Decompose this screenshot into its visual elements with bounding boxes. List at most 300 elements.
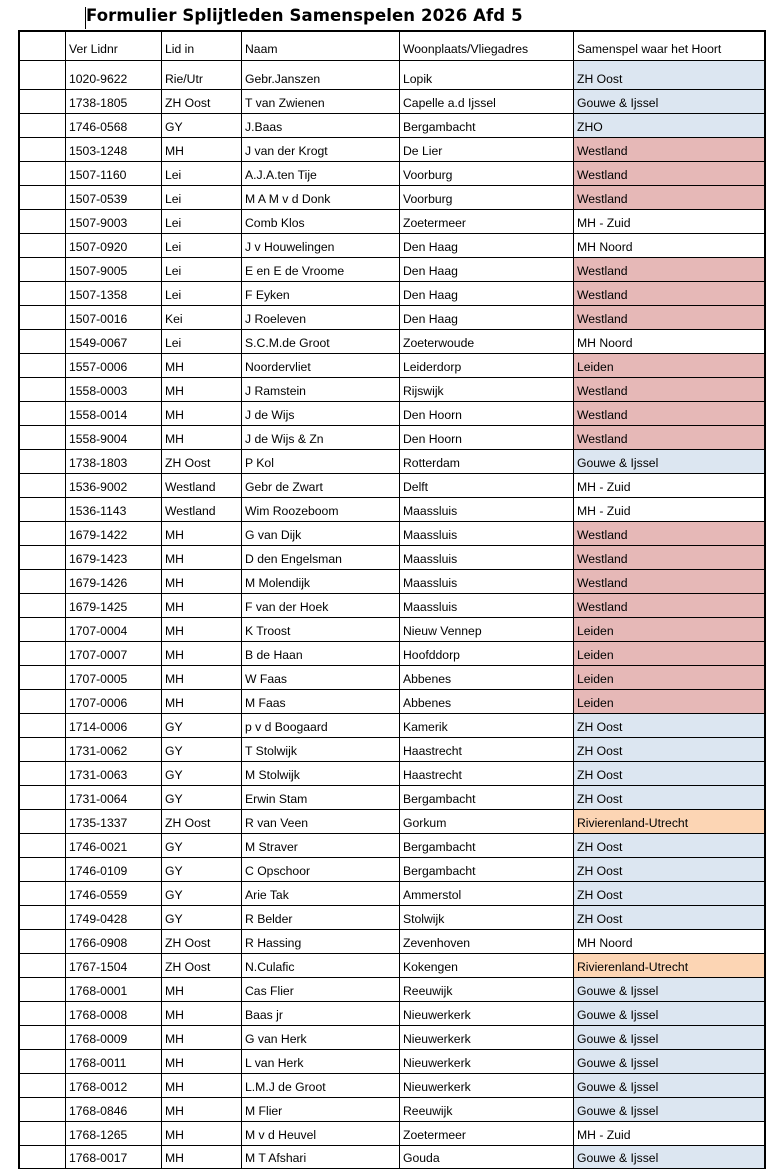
cell-lid-in[interactable]: Westland (162, 474, 242, 498)
cell-ver-lidnr[interactable]: 1714-0006 (66, 714, 162, 738)
cell-ver-lidnr[interactable]: 1766-0908 (66, 930, 162, 954)
cell-samenspel[interactable]: ZH Oost (574, 61, 766, 90)
cell-naam[interactable]: S.C.M.de Groot (242, 330, 400, 354)
cell-woonplaats[interactable]: Leiderdorp (400, 354, 574, 378)
cell-woonplaats[interactable]: Gouda (400, 1146, 574, 1169)
cell-woonplaats[interactable]: Maassluis (400, 570, 574, 594)
cell-blank[interactable] (19, 426, 66, 450)
cell-ver-lidnr[interactable]: 1507-0920 (66, 234, 162, 258)
cell-samenspel[interactable]: Gouwe & Ijssel (574, 90, 766, 114)
cell-blank[interactable] (19, 234, 66, 258)
header-woonplaats[interactable]: Woonplaats/Vliegadres (400, 31, 574, 61)
cell-blank[interactable] (19, 210, 66, 234)
cell-woonplaats[interactable]: Nieuwerkerk (400, 1050, 574, 1074)
cell-samenspel[interactable]: ZH Oost (574, 762, 766, 786)
table-row (19, 666, 765, 690)
cell-samenspel[interactable]: Gouwe & Ijssel (574, 978, 766, 1002)
cell-lid-in[interactable]: MH (162, 642, 242, 666)
table-row (19, 1122, 765, 1146)
table-row (19, 306, 765, 330)
cell-woonplaats[interactable]: Reeuwijk (400, 1098, 574, 1122)
cell-ver-lidnr[interactable]: 1020-9622 (66, 61, 162, 90)
cell-samenspel[interactable]: Westland (574, 186, 766, 210)
cell-naam[interactable]: Comb Klos (242, 210, 400, 234)
cell-blank[interactable] (19, 402, 66, 426)
cell-naam[interactable]: R Hassing (242, 930, 400, 954)
table-row (19, 786, 765, 810)
cell-lid-in[interactable]: Kei (162, 306, 242, 330)
cell-ver-lidnr[interactable]: 1558-0014 (66, 402, 162, 426)
cell-lid-in[interactable]: MH (162, 1026, 242, 1050)
table-row (19, 450, 765, 474)
cell-ver-lidnr[interactable]: 1746-0021 (66, 834, 162, 858)
cell-blank[interactable] (19, 378, 66, 402)
cell-woonplaats[interactable]: Maassluis (400, 546, 574, 570)
cell-naam[interactable]: A.J.A.ten Tije (242, 162, 400, 186)
cell-ver-lidnr[interactable]: 1507-0016 (66, 306, 162, 330)
cell-blank[interactable] (19, 1002, 66, 1026)
cell-woonplaats[interactable]: Kamerik (400, 714, 574, 738)
cell-woonplaats[interactable]: Zoetermeer (400, 1122, 574, 1146)
cell-naam[interactable]: Gebr de Zwart (242, 474, 400, 498)
cell-lid-in[interactable]: MH (162, 354, 242, 378)
cell-ver-lidnr[interactable]: 1679-1423 (66, 546, 162, 570)
cell-lid-in[interactable]: ZH Oost (162, 810, 242, 834)
cell-blank[interactable] (19, 1098, 66, 1122)
cell-naam[interactable]: N.Culafic (242, 954, 400, 978)
cell-samenspel[interactable]: Gouwe & Ijssel (574, 1146, 766, 1169)
table-row (19, 522, 765, 546)
cell-naam[interactable]: F van der Hoek (242, 594, 400, 618)
cell-woonplaats[interactable]: Zoeterwoude (400, 330, 574, 354)
cell-lid-in[interactable]: Lei (162, 234, 242, 258)
cell-lid-in[interactable]: MH (162, 546, 242, 570)
cell-woonplaats[interactable]: Voorburg (400, 186, 574, 210)
cell-naam[interactable]: M Flier (242, 1098, 400, 1122)
cell-ver-lidnr[interactable]: 1735-1337 (66, 810, 162, 834)
cell-lid-in[interactable]: Lei (162, 330, 242, 354)
cell-woonplaats[interactable]: Delft (400, 474, 574, 498)
cell-woonplaats[interactable]: Den Haag (400, 282, 574, 306)
cell-lid-in[interactable]: GY (162, 114, 242, 138)
cell-blank[interactable] (19, 594, 66, 618)
cell-samenspel[interactable]: ZH Oost (574, 834, 766, 858)
cell-samenspel[interactable]: Leiden (574, 666, 766, 690)
cell-lid-in[interactable]: MH (162, 402, 242, 426)
cell-naam[interactable]: M A M v d Donk (242, 186, 400, 210)
cell-lid-in[interactable]: MH (162, 426, 242, 450)
cell-naam[interactable]: R van Veen (242, 810, 400, 834)
cell-lid-in[interactable]: MH (162, 978, 242, 1002)
cell-samenspel[interactable]: Westland (574, 426, 766, 450)
cell-ver-lidnr[interactable]: 1679-1422 (66, 522, 162, 546)
cell-naam[interactable]: M Stolwijk (242, 762, 400, 786)
cell-ver-lidnr[interactable]: 1768-0001 (66, 978, 162, 1002)
cell-naam[interactable]: M Faas (242, 690, 400, 714)
table-row (19, 618, 765, 642)
cell-samenspel[interactable]: Westland (574, 138, 766, 162)
cell-lid-in[interactable]: ZH Oost (162, 954, 242, 978)
cell-blank[interactable] (19, 61, 66, 90)
cell-lid-in[interactable]: GY (162, 906, 242, 930)
cell-blank[interactable] (19, 858, 66, 882)
cell-naam[interactable]: Erwin Stam (242, 786, 400, 810)
cell-naam[interactable]: L van Herk (242, 1050, 400, 1074)
cell-woonplaats[interactable]: Kokengen (400, 954, 574, 978)
cell-woonplaats[interactable]: Rotterdam (400, 450, 574, 474)
cell-naam[interactable]: M Straver (242, 834, 400, 858)
cell-blank[interactable] (19, 618, 66, 642)
cell-naam[interactable]: D den Engelsman (242, 546, 400, 570)
cell-woonplaats[interactable]: Den Haag (400, 306, 574, 330)
cell-woonplaats[interactable]: Zoetermeer (400, 210, 574, 234)
cell-samenspel[interactable]: Leiden (574, 690, 766, 714)
cell-woonplaats[interactable]: Nieuwerkerk (400, 1074, 574, 1098)
cell-woonplaats[interactable]: Abbenes (400, 690, 574, 714)
cell-woonplaats[interactable]: Capelle a.d Ijssel (400, 90, 574, 114)
cell-ver-lidnr[interactable]: 1738-1803 (66, 450, 162, 474)
cell-naam[interactable]: J v Houwelingen (242, 234, 400, 258)
cell-ver-lidnr[interactable]: 1507-9005 (66, 258, 162, 282)
cell-woonplaats[interactable]: Maassluis (400, 594, 574, 618)
cell-samenspel[interactable]: Westland (574, 306, 766, 330)
header-samenspel[interactable]: Samenspel waar het Hoort (574, 31, 766, 61)
cell-ver-lidnr[interactable]: 1536-9002 (66, 474, 162, 498)
cell-ver-lidnr[interactable]: 1768-0008 (66, 1002, 162, 1026)
cell-lid-in[interactable]: ZH Oost (162, 450, 242, 474)
cell-blank[interactable] (19, 354, 66, 378)
cell-samenspel[interactable]: Gouwe & Ijssel (574, 1026, 766, 1050)
cell-blank[interactable] (19, 714, 66, 738)
cell-lid-in[interactable]: GY (162, 762, 242, 786)
cell-woonplaats[interactable]: Den Hoorn (400, 402, 574, 426)
cell-lid-in[interactable]: MH (162, 666, 242, 690)
cell-samenspel[interactable]: Rivierenland-Utrecht (574, 810, 766, 834)
cell-naam[interactable]: C Opschoor (242, 858, 400, 882)
cell-blank[interactable] (19, 738, 66, 762)
cell-naam[interactable]: E en E de Vroome (242, 258, 400, 282)
cell-blank[interactable] (19, 810, 66, 834)
cell-woonplaats[interactable]: Nieuwerkerk (400, 1026, 574, 1050)
cell-blank[interactable] (19, 762, 66, 786)
cell-woonplaats[interactable]: Hoofddorp (400, 642, 574, 666)
cell-ver-lidnr[interactable]: 1557-0006 (66, 354, 162, 378)
cell-ver-lidnr[interactable]: 1707-0007 (66, 642, 162, 666)
cell-ver-lidnr[interactable]: 1768-1265 (66, 1122, 162, 1146)
cell-ver-lidnr[interactable]: 1503-1248 (66, 138, 162, 162)
cell-samenspel[interactable]: Leiden (574, 354, 766, 378)
cell-blank[interactable] (19, 186, 66, 210)
cell-woonplaats[interactable]: De Lier (400, 138, 574, 162)
cell-samenspel[interactable]: Leiden (574, 642, 766, 666)
cell-samenspel[interactable]: ZH Oost (574, 858, 766, 882)
cell-ver-lidnr[interactable]: 1507-9003 (66, 210, 162, 234)
cell-woonplaats[interactable]: Zevenhoven (400, 930, 574, 954)
cell-blank[interactable] (19, 690, 66, 714)
cell-blank[interactable] (19, 930, 66, 954)
cell-naam[interactable]: J de Wijs & Zn (242, 426, 400, 450)
table-row (19, 834, 765, 858)
cell-samenspel[interactable]: ZH Oost (574, 738, 766, 762)
cell-blank[interactable] (19, 546, 66, 570)
cell-ver-lidnr[interactable]: 1558-0003 (66, 378, 162, 402)
cell-naam[interactable]: Cas Flier (242, 978, 400, 1002)
cell-woonplaats[interactable]: Reeuwijk (400, 978, 574, 1002)
header-naam[interactable]: Naam (242, 31, 400, 61)
cell-naam[interactable]: J van der Krogt (242, 138, 400, 162)
cell-woonplaats[interactable]: Nieuw Vennep (400, 618, 574, 642)
cell-ver-lidnr[interactable]: 1536-1143 (66, 498, 162, 522)
cell-naam[interactable]: J de Wijs (242, 402, 400, 426)
table-row (19, 546, 765, 570)
cell-naam[interactable]: K Troost (242, 618, 400, 642)
cell-blank[interactable] (19, 1026, 66, 1050)
header-ver-lidnr[interactable]: Ver Lidnr (66, 31, 162, 61)
cell-lid-in[interactable]: GY (162, 858, 242, 882)
cell-ver-lidnr[interactable]: 1507-1358 (66, 282, 162, 306)
cell-woonplaats[interactable]: Lopik (400, 61, 574, 90)
cell-samenspel[interactable]: ZH Oost (574, 906, 766, 930)
cell-samenspel[interactable]: Westland (574, 282, 766, 306)
cell-blank[interactable] (19, 834, 66, 858)
cell-blank[interactable] (19, 450, 66, 474)
cell-woonplaats[interactable]: Den Haag (400, 258, 574, 282)
cell-lid-in[interactable]: ZH Oost (162, 930, 242, 954)
cell-blank[interactable] (19, 666, 66, 690)
cell-samenspel[interactable]: Westland (574, 378, 766, 402)
cell-naam[interactable]: W Faas (242, 666, 400, 690)
cell-samenspel[interactable]: MH Noord (574, 930, 766, 954)
cell-blank[interactable] (19, 162, 66, 186)
cell-ver-lidnr[interactable]: 1768-0012 (66, 1074, 162, 1098)
cell-ver-lidnr[interactable]: 1707-0004 (66, 618, 162, 642)
cell-lid-in[interactable]: MH (162, 594, 242, 618)
cell-blank[interactable] (19, 282, 66, 306)
cell-ver-lidnr[interactable]: 1749-0428 (66, 906, 162, 930)
cell-ver-lidnr[interactable]: 1549-0067 (66, 330, 162, 354)
cell-ver-lidnr[interactable]: 1507-1160 (66, 162, 162, 186)
cell-samenspel[interactable]: MH - Zuid (574, 210, 766, 234)
cell-ver-lidnr[interactable]: 1746-0109 (66, 858, 162, 882)
cell-lid-in[interactable]: MH (162, 618, 242, 642)
cell-blank[interactable] (19, 906, 66, 930)
cell-lid-in[interactable]: ZH Oost (162, 90, 242, 114)
cell-ver-lidnr[interactable]: 1768-0017 (66, 1146, 162, 1169)
cell-woonplaats[interactable]: Den Haag (400, 234, 574, 258)
cell-blank[interactable] (19, 978, 66, 1002)
cell-samenspel[interactable]: MH - Zuid (574, 474, 766, 498)
cell-naam[interactable]: M v d Heuvel (242, 1122, 400, 1146)
cell-lid-in[interactable]: Lei (162, 162, 242, 186)
table-row (19, 594, 765, 618)
cell-blank[interactable] (19, 786, 66, 810)
cell-woonplaats[interactable]: Bergambacht (400, 834, 574, 858)
cell-naam[interactable]: J.Baas (242, 114, 400, 138)
cell-woonplaats[interactable]: Nieuwerkerk (400, 1002, 574, 1026)
cell-blank[interactable] (19, 522, 66, 546)
cell-naam[interactable]: R Belder (242, 906, 400, 930)
cell-naam[interactable]: Baas jr (242, 1002, 400, 1026)
cell-samenspel[interactable]: MH - Zuid (574, 498, 766, 522)
cell-lid-in[interactable]: MH (162, 1050, 242, 1074)
cell-samenspel[interactable]: Westland (574, 570, 766, 594)
cell-ver-lidnr[interactable]: 1679-1426 (66, 570, 162, 594)
cell-ver-lidnr[interactable]: 1707-0005 (66, 666, 162, 690)
cell-samenspel[interactable]: ZHO (574, 114, 766, 138)
cell-samenspel[interactable]: Westland (574, 258, 766, 282)
cell-woonplaats[interactable]: Maassluis (400, 522, 574, 546)
cell-lid-in[interactable]: Lei (162, 186, 242, 210)
table-row (19, 906, 765, 930)
table-row (19, 61, 765, 90)
table-row (19, 858, 765, 882)
cell-lid-in[interactable]: MH (162, 1146, 242, 1169)
cell-woonplaats[interactable]: Stolwijk (400, 906, 574, 930)
cell-samenspel[interactable]: MH Noord (574, 234, 766, 258)
cell-samenspel[interactable]: Gouwe & Ijssel (574, 1050, 766, 1074)
cell-samenspel[interactable]: Gouwe & Ijssel (574, 1002, 766, 1026)
cell-blank[interactable] (19, 1122, 66, 1146)
cell-ver-lidnr[interactable]: 1558-9004 (66, 426, 162, 450)
cell-woonplaats[interactable]: Den Hoorn (400, 426, 574, 450)
cell-naam[interactable]: Gebr.Janszen (242, 61, 400, 90)
cell-lid-in[interactable]: MH (162, 690, 242, 714)
cell-ver-lidnr[interactable]: 1746-0568 (66, 114, 162, 138)
cell-samenspel[interactable]: Westland (574, 594, 766, 618)
cell-naam[interactable]: M Molendijk (242, 570, 400, 594)
cell-samenspel[interactable]: Westland (574, 522, 766, 546)
cell-samenspel[interactable]: Leiden (574, 618, 766, 642)
cell-blank[interactable] (19, 1050, 66, 1074)
table-row (19, 378, 765, 402)
cell-naam[interactable]: Wim Roozeboom (242, 498, 400, 522)
cell-blank[interactable] (19, 954, 66, 978)
cell-naam[interactable]: T Stolwijk (242, 738, 400, 762)
cell-woonplaats[interactable]: Rijswijk (400, 378, 574, 402)
cell-lid-in[interactable]: GY (162, 882, 242, 906)
cell-lid-in[interactable]: MH (162, 1098, 242, 1122)
cell-lid-in[interactable]: MH (162, 1122, 242, 1146)
cell-lid-in[interactable]: MH (162, 1074, 242, 1098)
cell-lid-in[interactable]: MH (162, 378, 242, 402)
header-lid-in[interactable]: Lid in (162, 31, 242, 61)
cell-ver-lidnr[interactable]: 1731-0063 (66, 762, 162, 786)
cell-samenspel[interactable]: MH - Zuid (574, 1122, 766, 1146)
cell-blank[interactable] (19, 330, 66, 354)
cell-woonplaats[interactable]: Bergambacht (400, 114, 574, 138)
cell-samenspel[interactable]: ZH Oost (574, 882, 766, 906)
cell-lid-in[interactable]: MH (162, 138, 242, 162)
cell-woonplaats[interactable]: Abbenes (400, 666, 574, 690)
cell-ver-lidnr[interactable]: 1731-0062 (66, 738, 162, 762)
cell-woonplaats[interactable]: Maassluis (400, 498, 574, 522)
cell-samenspel[interactable]: Gouwe & Ijssel (574, 1074, 766, 1098)
cell-woonplaats[interactable]: Gorkum (400, 810, 574, 834)
cell-samenspel[interactable]: MH Noord (574, 330, 766, 354)
cell-naam[interactable]: Arie Tak (242, 882, 400, 906)
cell-lid-in[interactable]: MH (162, 570, 242, 594)
cell-woonplaats[interactable]: Haastrecht (400, 762, 574, 786)
cell-ver-lidnr[interactable]: 1768-0009 (66, 1026, 162, 1050)
cell-blank[interactable] (19, 138, 66, 162)
cell-lid-in[interactable]: Rie/Utr (162, 61, 242, 90)
cell-blank[interactable] (19, 474, 66, 498)
cell-lid-in[interactable]: GY (162, 738, 242, 762)
cell-blank[interactable] (19, 114, 66, 138)
cell-ver-lidnr[interactable]: 1738-1805 (66, 90, 162, 114)
cell-ver-lidnr[interactable]: 1746-0559 (66, 882, 162, 906)
cell-blank[interactable] (19, 1146, 66, 1169)
cell-lid-in[interactable]: GY (162, 834, 242, 858)
cell-blank[interactable] (19, 1074, 66, 1098)
cell-ver-lidnr[interactable]: 1731-0064 (66, 786, 162, 810)
cell-lid-in[interactable]: Lei (162, 282, 242, 306)
cell-samenspel[interactable]: Westland (574, 162, 766, 186)
table-row (19, 186, 765, 210)
cell-samenspel[interactable]: ZH Oost (574, 714, 766, 738)
cell-ver-lidnr[interactable]: 1679-1425 (66, 594, 162, 618)
cell-woonplaats[interactable]: Haastrecht (400, 738, 574, 762)
cell-naam[interactable]: L.M.J de Groot (242, 1074, 400, 1098)
cell-samenspel[interactable]: Gouwe & Ijssel (574, 450, 766, 474)
cell-samenspel[interactable]: Westland (574, 402, 766, 426)
cell-naam[interactable]: G van Dijk (242, 522, 400, 546)
cell-woonplaats[interactable]: Bergambacht (400, 858, 574, 882)
cell-woonplaats[interactable]: Ammerstol (400, 882, 574, 906)
cell-blank[interactable] (19, 570, 66, 594)
cell-ver-lidnr[interactable]: 1767-1504 (66, 954, 162, 978)
cell-naam[interactable]: M T Afshari (242, 1146, 400, 1169)
cell-lid-in[interactable]: GY (162, 714, 242, 738)
cell-woonplaats[interactable]: Voorburg (400, 162, 574, 186)
cell-blank[interactable] (19, 306, 66, 330)
cell-blank[interactable] (19, 498, 66, 522)
cell-ver-lidnr[interactable]: 1507-0539 (66, 186, 162, 210)
table-row (19, 810, 765, 834)
cell-blank[interactable] (19, 90, 66, 114)
cell-naam[interactable]: G van Herk (242, 1026, 400, 1050)
cell-naam[interactable]: J Roeleven (242, 306, 400, 330)
cell-samenspel[interactable]: Gouwe & Ijssel (574, 1098, 766, 1122)
cell-lid-in[interactable]: Lei (162, 210, 242, 234)
cell-lid-in[interactable]: Lei (162, 258, 242, 282)
cell-woonplaats[interactable]: Bergambacht (400, 786, 574, 810)
cell-samenspel[interactable]: Rivierenland-Utrecht (574, 954, 766, 978)
cell-naam[interactable]: P Kol (242, 450, 400, 474)
cell-naam[interactable]: J Ramstein (242, 378, 400, 402)
cell-ver-lidnr[interactable]: 1768-0846 (66, 1098, 162, 1122)
cell-samenspel[interactable]: Westland (574, 546, 766, 570)
cell-blank[interactable] (19, 642, 66, 666)
cell-lid-in[interactable]: MH (162, 522, 242, 546)
cell-lid-in[interactable]: MH (162, 1002, 242, 1026)
cell-ver-lidnr[interactable]: 1707-0006 (66, 690, 162, 714)
cell-blank[interactable] (19, 882, 66, 906)
cell-naam[interactable]: F Eyken (242, 282, 400, 306)
cell-naam[interactable]: p v d Boogaard (242, 714, 400, 738)
table-row (19, 762, 765, 786)
table-row (19, 954, 765, 978)
cell-naam[interactable]: T van Zwienen (242, 90, 400, 114)
document-title: Formulier Splijtleden Samenspelen 2026 Afd 5 (86, 6, 523, 25)
cell-naam[interactable]: Noordervliet (242, 354, 400, 378)
cell-samenspel[interactable]: ZH Oost (574, 786, 766, 810)
cell-lid-in[interactable]: GY (162, 786, 242, 810)
cell-blank[interactable] (19, 258, 66, 282)
cell-naam[interactable]: B de Haan (242, 642, 400, 666)
cell-lid-in[interactable]: Westland (162, 498, 242, 522)
cell-ver-lidnr[interactable]: 1768-0011 (66, 1050, 162, 1074)
